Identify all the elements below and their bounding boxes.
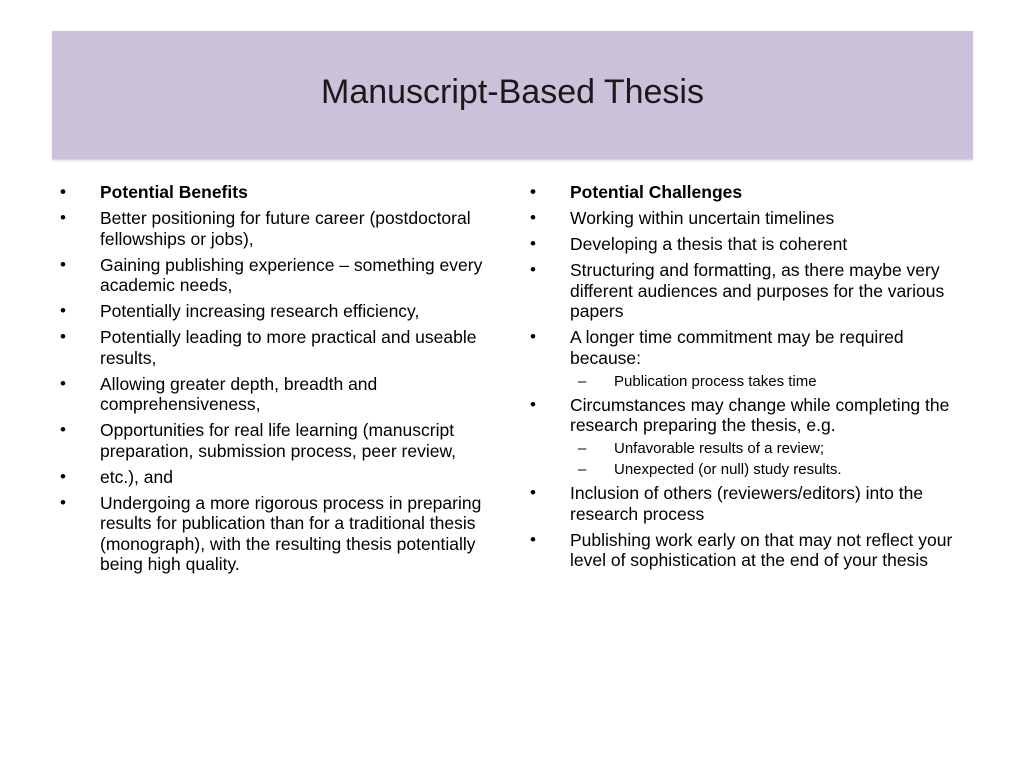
bullet-marker: •	[530, 327, 536, 346]
sub-list-item-text: Publication process takes time	[614, 372, 817, 390]
bullet-marker: •	[530, 234, 536, 253]
list-item-text: Gaining publishing experience – something every academic needs,	[100, 254, 483, 295]
benefits-heading	[58, 182, 498, 203]
list-item	[58, 493, 498, 575]
list-item	[58, 420, 498, 461]
sub-list-item-text: Unexpected (or null) study results.	[614, 461, 842, 478]
list-item-text: etc.), and	[100, 466, 173, 487]
list-item	[528, 260, 968, 322]
list-item	[58, 208, 498, 249]
list-item-text: A longer time commitment may be required because:	[570, 327, 904, 368]
dash-marker: –	[578, 372, 587, 390]
bullet-marker: •	[60, 492, 66, 512]
list-item-text: Potentially leading to more practical and useable results,	[100, 327, 477, 368]
list-item	[528, 483, 968, 524]
benefits-heading-text: Potential Benefits	[100, 182, 248, 202]
bullet-marker: •	[530, 260, 536, 279]
list-item	[528, 530, 968, 571]
bullet-marker: •	[530, 394, 536, 414]
bullet-marker: •	[530, 182, 536, 201]
bullet-marker: •	[60, 466, 66, 486]
list-item	[58, 301, 498, 322]
title-band	[52, 31, 973, 160]
bullet-marker: •	[60, 327, 66, 346]
list-item	[58, 327, 498, 368]
challenges-heading-text: Potential Challenges	[570, 182, 743, 202]
dash-marker: –	[578, 461, 587, 478]
slide-title: Manuscript-Based Thesis	[321, 73, 704, 111]
benefits-list	[58, 182, 498, 580]
list-item-text: Inclusion of others (reviewers/editors) into the research process	[570, 483, 924, 524]
bullet-marker: •	[60, 373, 66, 393]
list-item-text: Potentially increasing research efficiency,	[100, 301, 420, 321]
sub-list-item	[528, 460, 968, 479]
bullet-marker: •	[60, 182, 66, 201]
list-item	[58, 255, 498, 296]
bullet-marker: •	[530, 529, 536, 549]
list-item	[528, 395, 968, 436]
list-item	[528, 327, 968, 368]
sub-list-item	[528, 439, 968, 458]
list-item-text: Opportunities for real life learning (manuscript preparation, submission process, peer review,	[100, 420, 457, 461]
bullet-marker: •	[60, 208, 66, 227]
bullet-marker: •	[530, 208, 536, 227]
list-item-text: Allowing greater depth, breadth and comprehensiveness,	[100, 373, 378, 414]
list-item-text: Undergoing a more rigorous process in preparing results for publication than for a traditional thesis (monograph), with the resulting thesis potentially being high quality.	[100, 492, 482, 574]
challenges-list	[528, 182, 968, 576]
list-item-text: Developing a thesis that is coherent	[570, 234, 848, 254]
list-item-text: Circumstances may change while completing the research preparing the thesis, e.g.	[570, 394, 950, 435]
list-item	[58, 467, 498, 488]
list-item	[58, 374, 498, 415]
bullet-marker: •	[530, 483, 536, 502]
list-item-text: Working within uncertain timelines	[570, 208, 835, 228]
list-item-text: Structuring and formatting, as there maybe very different audiences and purposes for the various papers	[570, 260, 945, 321]
bullet-marker: •	[60, 420, 66, 439]
list-item	[528, 234, 968, 255]
bullet-marker: •	[60, 301, 66, 320]
bullet-marker: •	[60, 254, 66, 274]
list-item-text: Better positioning for future career (postdoctoral fellowships or jobs),	[100, 208, 471, 249]
sub-list-item-text: Unfavorable results of a review;	[614, 440, 825, 457]
dash-marker: –	[578, 440, 587, 457]
sub-list-item	[528, 372, 968, 391]
list-item	[528, 208, 968, 229]
list-item-text: Publishing work early on that may not reflect your level of sophistication at the end of your thesis	[570, 529, 953, 570]
challenges-heading	[528, 182, 968, 203]
